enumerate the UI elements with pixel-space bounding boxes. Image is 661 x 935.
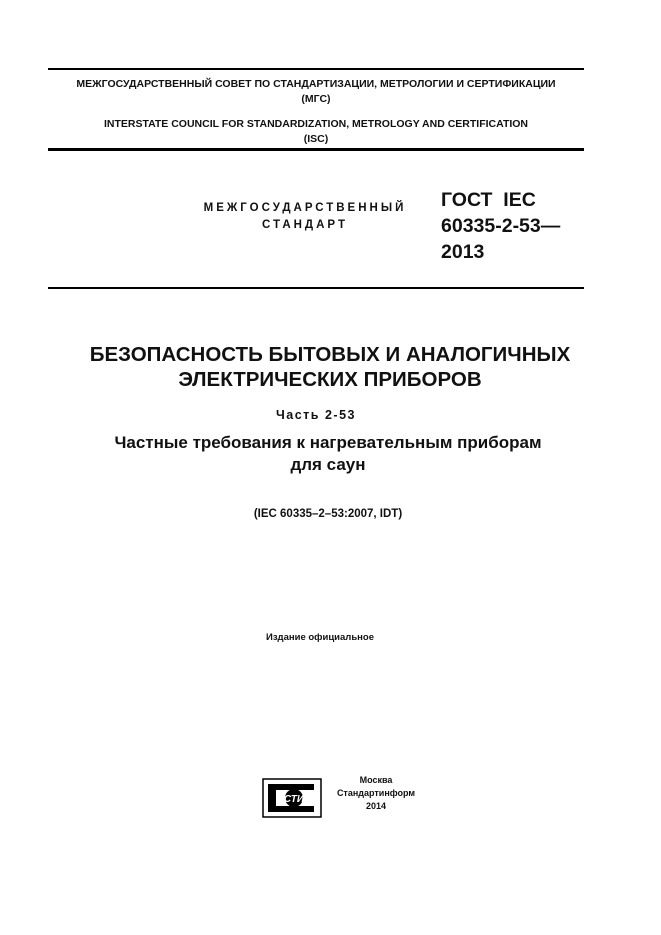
designation-line3: 2013	[441, 241, 485, 263]
standard-type-line1: МЕЖГОСУДАРСТВЕННЫЙ	[203, 202, 407, 214]
designation-line2: 60335-2-53—	[441, 215, 561, 237]
svg-text:СТИ: СТИ	[283, 794, 305, 805]
council-en-line1: INTERSTATE COUNCIL FOR STANDARDIZATION, METROLOGY AND CERTIFICATION	[103, 118, 529, 130]
subtitle-line2: для саун	[290, 455, 366, 474]
title-line2: ЭЛЕКТРИЧЕСКИХ ПРИБОРОВ	[178, 368, 482, 391]
standard-type-line2: СТАНДАРТ	[262, 219, 348, 231]
iec-reference: (IEC 60335–2–53:2007, IDT)	[253, 508, 403, 520]
council-ru-line1: МЕЖГОСУДАРСТВЕННЫЙ СОВЕТ ПО СТАНДАРТИЗАЦИИ, МЕТРОЛОГИИ И СЕРТИФИКАЦИИ	[76, 78, 556, 90]
header-bottom-rule	[48, 287, 584, 289]
publisher-city: Москва	[359, 775, 393, 785]
subtitle-line1: Частные требования к нагревательным приборам	[114, 433, 542, 452]
designation-line1: ГОСТ IEC	[441, 189, 536, 211]
publisher-year: 2014	[365, 801, 387, 811]
standartinform-logo	[262, 778, 322, 818]
council-en-abbr: (ISC)	[303, 133, 329, 145]
edition-note: Издание официальное	[266, 632, 374, 643]
publisher-name: Стандартинформ	[336, 788, 416, 798]
council-ru-abbr: (МГС)	[301, 93, 331, 105]
title-line1: БЕЗОПАСНОСТЬ БЫТОВЫХ И АНАЛОГИЧНЫХ	[89, 343, 571, 366]
standard-designation	[441, 187, 591, 265]
council-bottom-rule	[48, 148, 584, 151]
top-rule	[48, 68, 584, 70]
part-number: Часть 2-53	[276, 408, 356, 422]
